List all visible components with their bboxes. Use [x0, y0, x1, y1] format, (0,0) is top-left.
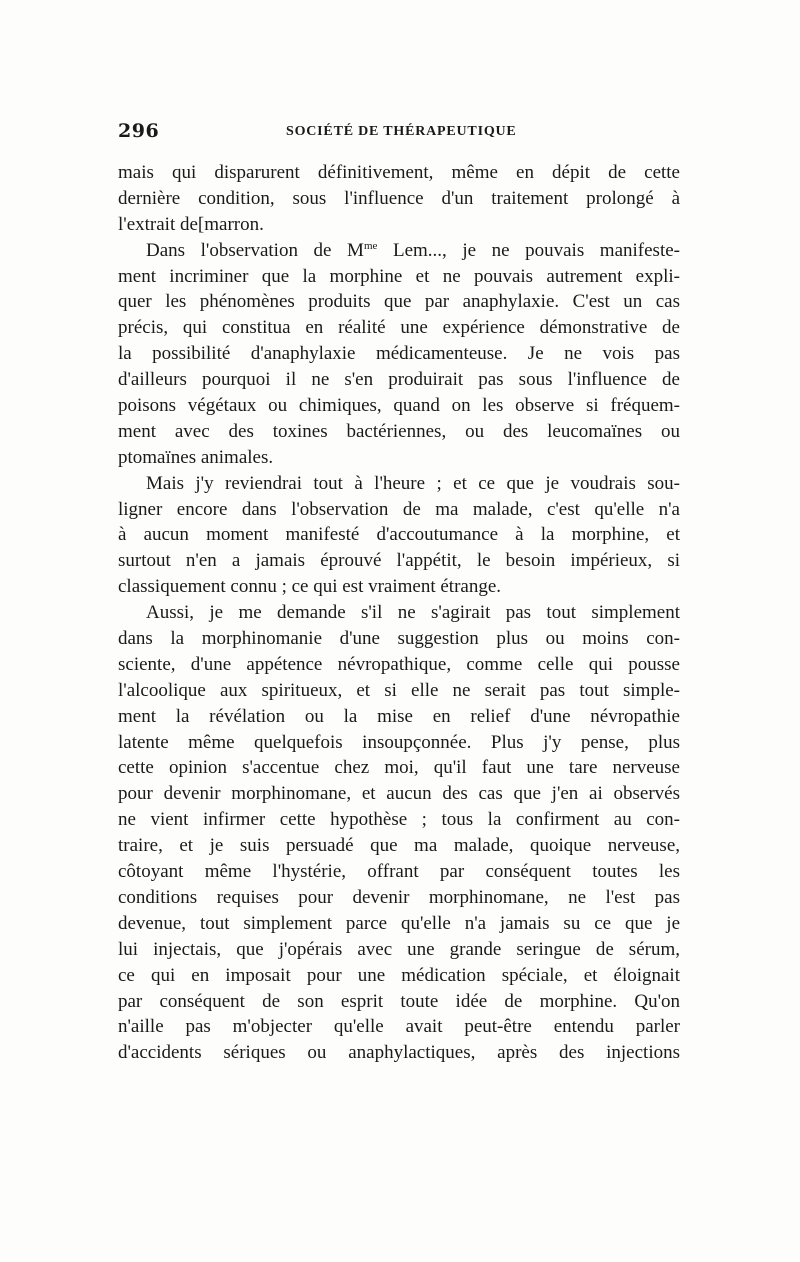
text-line: ment avec des toxines bactériennes, ou des leucomaïnes ou — [118, 420, 680, 442]
text-line: latente même quelquefois insoupçonnée. Plus j'y pense, plus — [118, 731, 680, 753]
running-title: SOCIÉTÉ DE THÉRAPEUTIQUE — [286, 124, 517, 139]
text-line: ment la révélation ou la mise en relief d'une névropathie — [118, 705, 680, 727]
text-line: cette opinion s'accentue chez moi, qu'il faut une tare nerveuse — [118, 757, 680, 779]
text-line: l'alcoolique aux spiritueux, et si elle ne serait pas tout simple- — [118, 679, 680, 701]
text-line: Aussi, je me demande s'il ne s'agirait pas tout simplement — [146, 602, 680, 624]
text-line: pour devenir morphinomane, et aucun des cas que j'en ai observés — [118, 783, 680, 805]
text-line: conditions requises pour devenir morphinomane, ne l'est pas — [118, 886, 680, 908]
text-line: côtoyant même l'hystérie, offrant par conséquent toutes les — [118, 861, 680, 883]
body-text — [118, 160, 680, 1066]
text-line: l'extrait de[marron. — [118, 213, 264, 235]
text-line-end: Lem..., je ne pouvais manifeste- — [377, 239, 680, 261]
text-line: ce qui en imposait pour une médication spéciale, et éloignait — [118, 964, 680, 986]
text-line-with-superscript — [118, 238, 680, 264]
text-line: Mais j'y reviendrai tout à l'heure ; et ce que je voudrais sou- — [146, 472, 680, 494]
superscript-abbreviation: me — [363, 239, 378, 252]
text-line: quer les phénomènes produits que par anaphylaxie. C'est un cas — [118, 291, 680, 313]
text-line: d'ailleurs pourquoi il ne s'en produirait pas sous l'influence de — [118, 369, 680, 391]
text-line: par conséquent de son esprit toute idée de morphine. Qu'on — [118, 990, 680, 1012]
text-line: dans la morphinomanie d'une suggestion plus ou moins con- — [118, 628, 680, 650]
page-header — [118, 119, 683, 145]
text-line: à aucun moment manifesté d'accoutumance à la morphine, et — [118, 524, 680, 546]
text-line: mais qui disparurent définitivement, même en dépit de cette — [118, 162, 680, 183]
text-line: ne vient infirmer cette hypothèse ; tous la confirment au con- — [118, 809, 680, 831]
text-line: ment incriminer que la morphine et ne pouvais autrement expli- — [118, 265, 680, 287]
text-line: poisons végétaux ou chimiques, quand on les observe si fréquem- — [118, 395, 680, 417]
text-line: devenue, tout simplement parce qu'elle n'a jamais su ce que je — [118, 912, 680, 934]
text-line: traire, et je suis persuadé que ma malade, quoique nerveuse, — [118, 835, 680, 857]
text-line: précis, qui constitua en réalité une expérience démonstrative de — [118, 317, 680, 339]
text-line: d'accidents sériques ou anaphylactiques, après des injections — [118, 1042, 680, 1064]
text-line: lui injectais, que j'opérais avec une grande seringue de sérum, — [118, 938, 680, 960]
text-line-start: Dans l'observation de M — [146, 239, 364, 261]
text-line: dernière condition, sous l'influence d'un traitement prolongé à — [118, 187, 680, 209]
page-number: 296 — [118, 120, 160, 142]
text-line: sciente, d'une appétence névropathique, comme celle qui pousse — [118, 653, 680, 675]
text-line: la possibilité d'anaphylaxie médicamenteuse. Je ne vois pas — [118, 343, 680, 365]
text-line: ptomaïnes animales. — [118, 446, 274, 468]
text-line: n'aille pas m'objecter qu'elle avait peut-être entendu parler — [118, 1016, 680, 1038]
text-line: ligner encore dans l'observation de ma malade, c'est qu'elle n'a — [118, 498, 680, 520]
text-line: classiquement connu ; ce qui est vraiment étrange. — [118, 576, 502, 598]
text-line: surtout n'en a jamais éprouvé l'appétit, le besoin impérieux, si — [118, 550, 680, 572]
